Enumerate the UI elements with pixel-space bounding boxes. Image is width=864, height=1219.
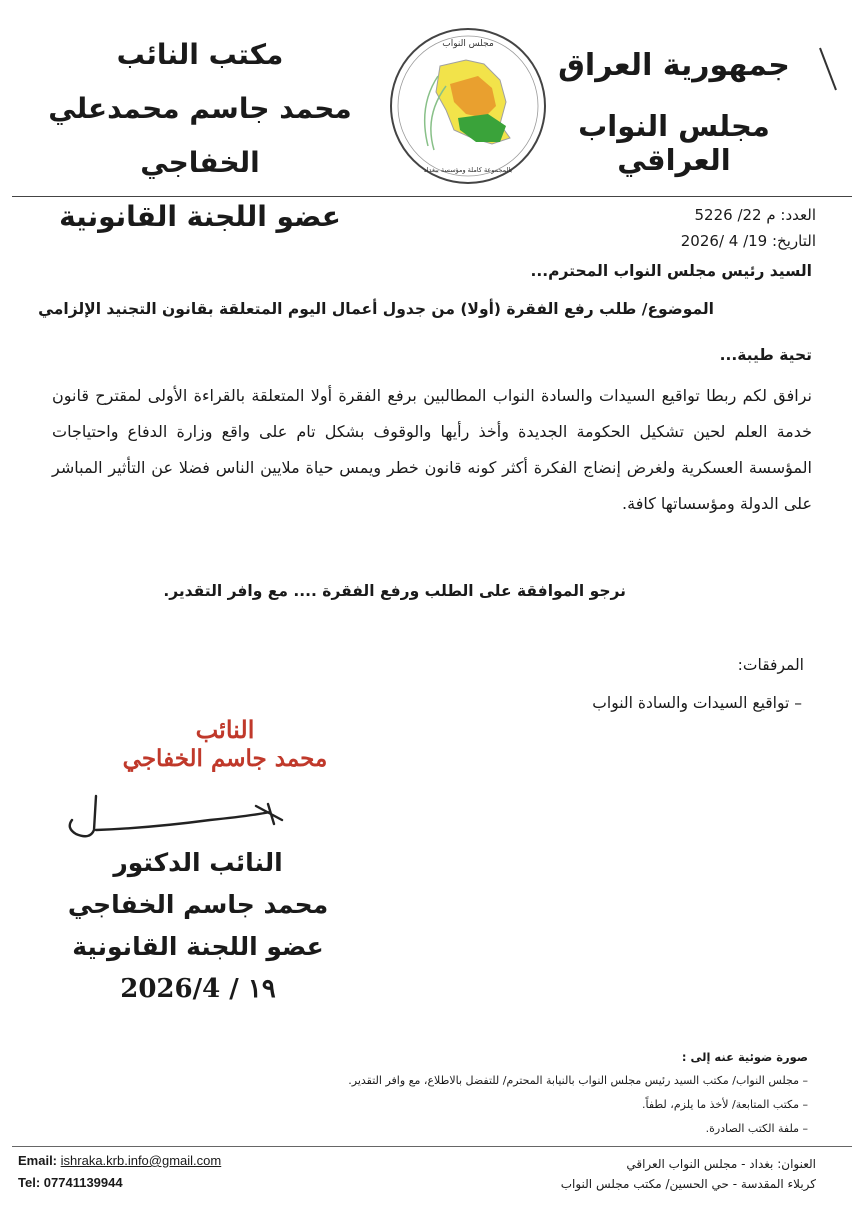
letterhead-right: [544, 48, 804, 177]
stamp-title: النائب: [195, 715, 255, 744]
member-name: محمد جاسم محمدعلي الخفاجي: [48, 92, 352, 179]
footer-contact: [18, 1150, 221, 1194]
email-link[interactable]: ishraka.krb.info@gmail.com: [60, 1153, 222, 1168]
stamp-name: محمد جاسم الخفاجي: [122, 745, 328, 772]
address-line-1: العنوان: بغداد - مجلس النواب العراقي: [626, 1157, 816, 1171]
parliament-title: مجلس النواب العراقي: [578, 109, 770, 177]
corner-mark: [816, 44, 840, 94]
signatory-title: النائب الدكتور: [113, 848, 283, 877]
greeting: تحية طيبة...: [719, 346, 812, 364]
tel-number: 07741139944: [43, 1175, 123, 1190]
tel-label: Tel:: [18, 1175, 41, 1190]
letter-body: نرافق لكم ربطا تواقيع السيدات والسادة النواب المطالبين برفع الفقرة أولا المتعلقة بالقراءة الأولى لمقترح قانون خدمة العلم لحين تشكيل الحكومة الجديدة وأخذ رأيها والوقوف بشكل تام على واقع وزارة الدفاع واحتياجات المؤسسة العسكرية ولغرض إنضاج الفكرة أكثر كونه قانون خطر ويمس حياة ملايين الناس فضلا عن التأثير المباشر على الدولة ومؤسساتها كافة.: [52, 386, 812, 513]
letter-number: العدد: م 22/ 5226: [694, 206, 816, 224]
email-label: Email:: [18, 1153, 58, 1168]
seal-top-text: مجلس النواب: [442, 39, 494, 49]
signatory-committee: عضو اللجنة القانونية: [72, 932, 324, 961]
seal-bottom-text: بالمجموعة كاملة ومؤسسة ببغداد: [423, 166, 513, 174]
footer-divider: [12, 1146, 852, 1147]
copies-heading: صورة ضوئية عنه إلى :: [681, 1050, 808, 1064]
office-title: مكتب النائب: [116, 38, 284, 71]
signature-block: [58, 842, 338, 1010]
subject-line: الموضوع/ طلب رفع الفقرة (أولا) من جدول أعمال اليوم المتعلقة بقانون التجنيد الإلزامي: [38, 300, 714, 318]
attachments-label: المرفقات:: [737, 656, 804, 674]
header-divider: [12, 196, 852, 197]
attachment-item: – تواقيع السيدات والسادة النواب: [592, 694, 802, 712]
committee-title: عضو اللجنة القانونية: [59, 200, 341, 233]
address-line-2: كربلاء المقدسة - حي الحسين/ مكتب مجلس النواب: [560, 1177, 816, 1191]
copy-item: – ملفة الكتب الصادرة.: [705, 1122, 808, 1135]
republic-title: جمهورية العراق: [558, 48, 790, 83]
letter-date: التاريخ: 19/ 4 /2026: [680, 232, 816, 250]
signature-date: 2026/4 / ١٩: [120, 974, 276, 1004]
red-name-stamp: [120, 716, 330, 774]
letterhead-left: [20, 28, 380, 244]
closing-line: نرجو الموافقة على الطلب ورفع الفقرة .... مع وافر التقدير.: [163, 582, 626, 600]
footer-address: [561, 1154, 816, 1194]
salutation: السيد رئيس مجلس النواب المحترم...: [530, 262, 812, 280]
handwritten-signature: [60, 790, 300, 846]
copy-item: – مكتب المتابعة/ لأخذ ما يلزم، لطفاً.: [642, 1098, 808, 1111]
signatory-name: محمد جاسم الخفاجي: [67, 890, 329, 919]
parliament-seal-logo: [388, 26, 548, 186]
copy-item: – مجلس النواب/ مكتب السيد رئيس مجلس النواب بالنيابة المحترم/ للتفضل بالاطلاع، مع وافر التقدير.: [348, 1074, 808, 1087]
